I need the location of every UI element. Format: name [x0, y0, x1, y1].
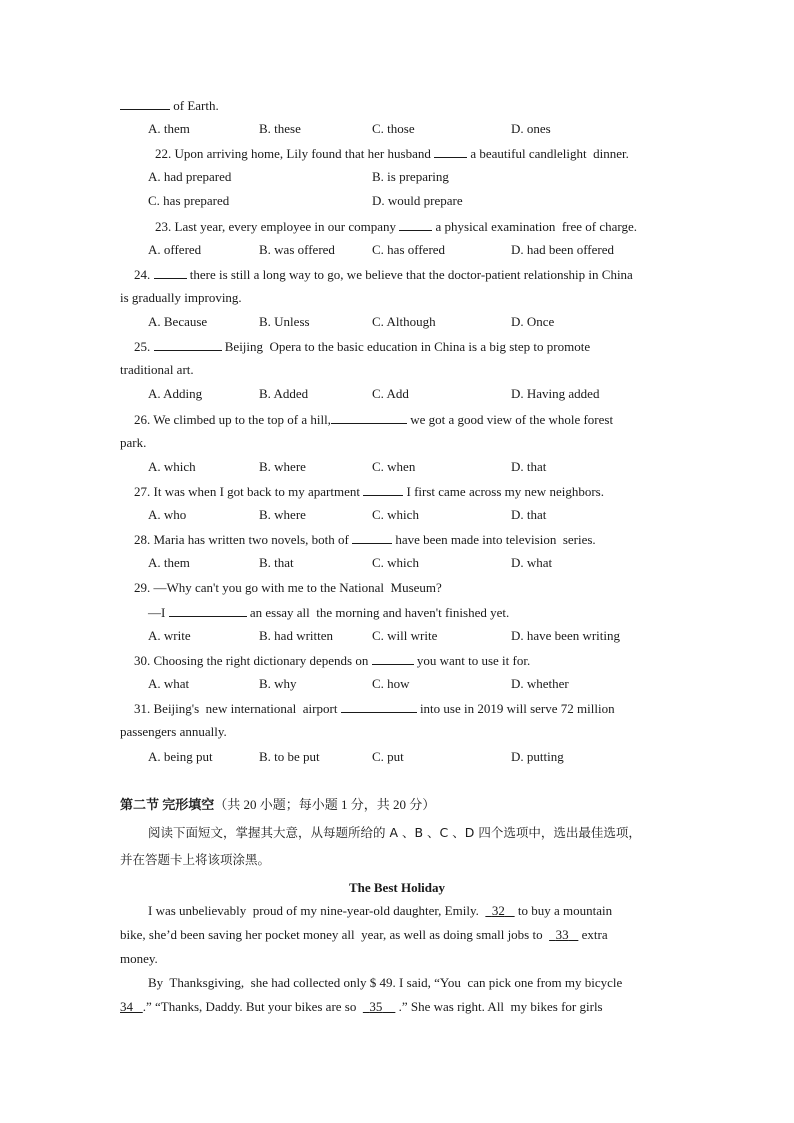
passage-line: I was unbelievably proud of my nine-year-old daughter, Emily. 32 to buy a mountain	[148, 903, 613, 918]
q28-option-c: C. which	[372, 555, 419, 570]
cloze-blank-35: 35	[369, 999, 383, 1014]
q27-option-d: D. that	[511, 507, 547, 522]
q29-option-c: C. will write	[372, 628, 438, 643]
passage-line: 34 .” “Thanks, Daddy. But your bikes are so 35 .” She was right. All my bikes for girls	[120, 999, 603, 1014]
q31-option-b: B. to be put	[259, 749, 320, 764]
q30-option-a: A. what	[148, 676, 190, 691]
answer-blank	[120, 97, 170, 110]
q29-stem: 29. —Why can't you go with me to the National Museum?	[134, 580, 442, 595]
q27-option-c: C. which	[372, 507, 419, 522]
q21-text: of Earth.	[170, 98, 219, 113]
q27-stem: 27. It was when I got back to my apartment I first came across my new neighbors.	[134, 484, 604, 499]
q21-option-a: A. them	[148, 121, 190, 136]
q22-option-a: A. had prepared	[148, 169, 232, 184]
q27-option-a: A. who	[148, 507, 187, 522]
q29-option-b: B. had written	[259, 628, 334, 643]
answer-blank	[372, 652, 414, 665]
q25-option-c: C. Add	[372, 386, 409, 401]
passage-line: money.	[120, 951, 158, 966]
answer-blank	[434, 145, 467, 158]
q31-stem: 31. Beijing's new international airport into use in 2019 will serve 72 million	[134, 701, 615, 716]
answer-blank	[154, 338, 222, 351]
q24-option-b: B. Unless	[259, 314, 310, 329]
instruction-text: 阅读下面短文，掌握其大意，从每题所给的 A 、B 、C 、D 四个选项中，选出最佳选项，	[148, 825, 641, 840]
section-heading: 第二节 完形填空（共 20 小题；每小题 1 分，共 20 分）	[120, 797, 436, 812]
q25-option-a: A. Adding	[148, 386, 203, 401]
q26-option-a: A. which	[148, 459, 196, 474]
instruction-text-line2: 并在答题卡上将该项涂黑。	[120, 852, 271, 867]
answer-blank	[169, 604, 247, 617]
q29-stem-line2: —I an essay all the morning and haven't finished yet.	[148, 605, 510, 620]
q25-stem: 25. Beijing Opera to the basic education in China is a big step to promote	[134, 339, 591, 354]
q24-option-d: D. Once	[511, 314, 555, 329]
q26-option-b: B. where	[259, 459, 306, 474]
q21-option-d: D. ones	[511, 121, 551, 136]
q31-option-d: D. putting	[511, 749, 564, 764]
q25-option-d: D. Having added	[511, 386, 600, 401]
passage-title: The Best Holiday	[348, 880, 446, 895]
q26-option-c: C. when	[372, 459, 416, 474]
q25-stem-line2: traditional art.	[120, 362, 194, 377]
q23-stem: 23. Last year, every employee in our company a physical examination free of charge.	[155, 219, 638, 234]
q30-option-c: C. how	[372, 676, 410, 691]
q29-option-a: A. write	[148, 628, 191, 643]
q28-option-d: D. what	[511, 555, 553, 570]
q30-option-b: B. why	[259, 676, 297, 691]
q22-option-c: C. has prepared	[148, 193, 230, 208]
q31-stem-line2: passengers annually.	[120, 724, 227, 739]
q24-option-c: C. Although	[372, 314, 436, 329]
q31-option-c: C. put	[372, 749, 404, 764]
passage-line: By Thanksgiving, she had collected only $ 49. I said, “You can pick one from my bicycle	[148, 975, 623, 990]
q21-option-c: C. those	[372, 121, 415, 136]
answer-blank	[363, 483, 403, 496]
q28-option-a: A. them	[148, 555, 190, 570]
answer-blank	[399, 218, 432, 231]
q28-stem: 28. Maria has written two novels, both of have been made into television series.	[134, 532, 596, 547]
cloze-blank-34: 34	[120, 999, 133, 1014]
q27-option-b: B. where	[259, 507, 306, 522]
q22-stem: 22. Upon arriving home, Lily found that her husband a beautiful candlelight dinner.	[155, 146, 629, 161]
q23-option-b: B. was offered	[259, 242, 335, 257]
q22-option-d: D. would prepare	[372, 193, 463, 208]
q21-line	[120, 97, 219, 114]
q23-option-d: D. had been offered	[511, 242, 614, 257]
q24-stem-line2: is gradually improving.	[120, 290, 242, 305]
cloze-blank-32: 32	[491, 903, 505, 918]
q21-option-b: B. these	[259, 121, 301, 136]
q24-option-a: A. Because	[148, 314, 208, 329]
q31-option-a: A. being put	[148, 749, 213, 764]
q29-option-d: D. have been writing	[511, 628, 621, 643]
q30-option-d: D. whether	[511, 676, 569, 691]
q23-option-a: A. offered	[148, 242, 202, 257]
q24-stem: 24. there is still a long way to go, we believe that the doctor-patient relationship in China	[134, 267, 633, 282]
q26-stem-line2: park.	[120, 435, 147, 450]
q23-option-c: C. has offered	[372, 242, 446, 257]
answer-blank	[341, 700, 417, 713]
q28-option-b: B. that	[259, 555, 294, 570]
q25-option-b: B. Added	[259, 386, 309, 401]
q22-option-b: B. is preparing	[372, 169, 449, 184]
answer-blank	[154, 266, 187, 279]
q30-stem: 30. Choosing the right dictionary depends on you want to use it for.	[134, 653, 531, 668]
answer-blank	[331, 411, 407, 424]
passage-line: bike, she’d been saving her pocket money all year, as well as doing small jobs to 33 extra	[120, 927, 608, 942]
q26-stem: 26. We climbed up to the top of a hill, we got a good view of the whole forest	[134, 412, 614, 427]
q26-option-d: D. that	[511, 459, 547, 474]
cloze-blank-33: 33	[555, 927, 569, 942]
answer-blank	[352, 531, 392, 544]
